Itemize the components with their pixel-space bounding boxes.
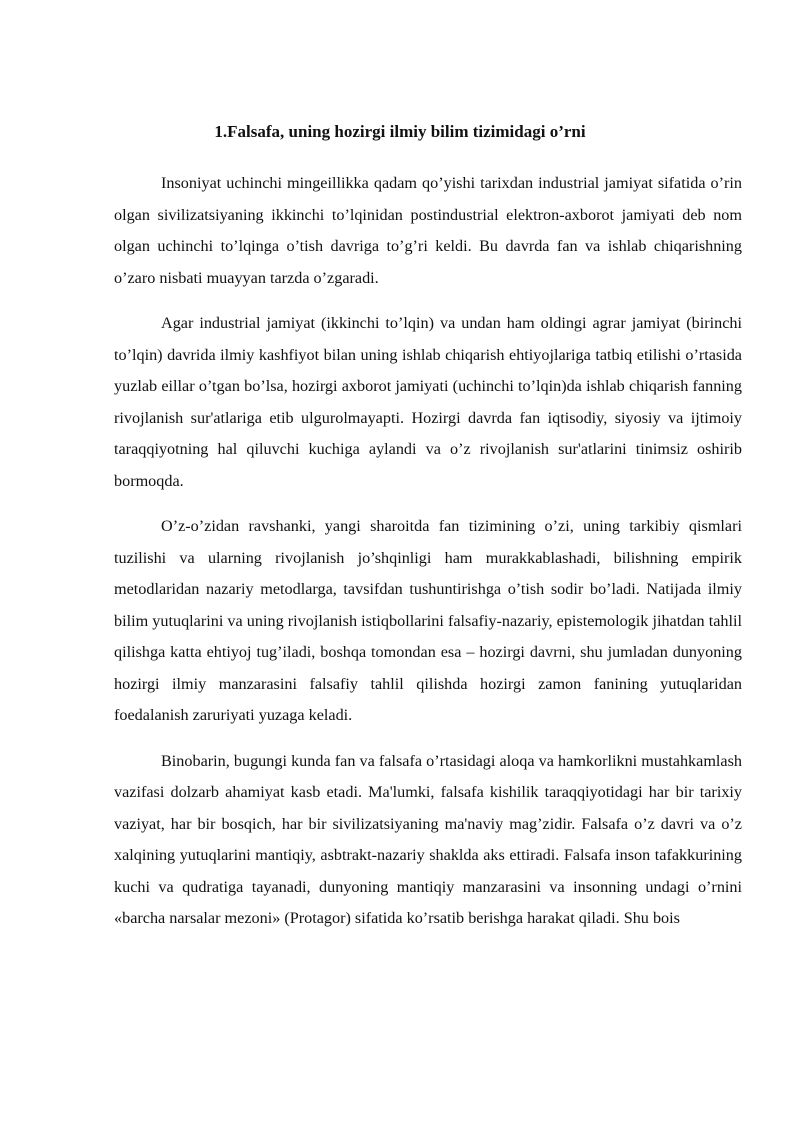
paragraph-4: Binobarin, bugungi kunda fan va falsafa o’rtasidagi aloqa va hamkorlikni mustahkamlash vazifasi dolzarb ahamiyat kasb etadi. Ma'lumki, falsafa kishilik taraqqiyotidagi har bir tarixiy vaziyat, har bir bosqich, har bir sivilizatsiyaning ma'naviy mag’zidir. Falsafa o’z davri va o’z xalqining yutuqlarini mantiqiy, asbtrakt-nazariy shaklda aks ettiradi. Falsafa inson tafakkurining kuchi va qudratiga tayanadi, dunyoning mantiqiy manzarasini va insonning undagi o’rnini «barcha narsalar mezoni» (Protagor) sifatida ko’rsatib berishga harakat qiladi. Shu bois	[114, 751, 742, 927]
document-title: 1.Falsafa, uning hozirgi ilmiy bilim tizimidagi o’rni	[214, 122, 586, 141]
paragraph-1: Insoniyat uchinchi mingeillikka qadam qo’yishi tarixdan industrial jamiyat sifatida o’rin olgan sivilizatsiyaning ikkinchi to’lqinidan postindustrial elektron-axborot jamiyati deb nom olgan uchinchi to’lqinga o’tish davriga to’g’ri keldi. Bu davrda fan va ishlab chiqarishning o’zaro nisbati muayyan tarzda o’zgaradi.	[114, 174, 742, 287]
paragraph-2: Agar industrial jamiyat (ikkinchi to’lqin) va undan ham oldingi agrar jamiyat (birinchi to’lqin) davrida ilmiy kashfiyot bilan uning ishlab chiqarish ehtiyojlariga tatbiq etilishi o’rtasida yuzlab eillar o’tgan bo’lsa, hozirgi axborot jamiyati (uchinchi to’lqin)da ishlab chiqarish fanning rivojlanish sur'atlariga etib ulgurolmayapti. Hozirgi davrda fan iqtisodiy, siyosiy va ijtimoiy taraqqiyotning hal qiluvchi kuchiga aylandi va o’z rivojlanish sur'atlarini tinimsiz oshirib bormoqda.	[114, 314, 742, 490]
document-body	[114, 168, 742, 949]
paragraph-3: O’z-o’zidan ravshanki, yangi sharoitda fan tizimining o’zi, uning tarkibiy qismlari tuzilishi va ularning rivojlanish jo’shqinligi ham murakkablashadi, bilishning empirik metodlaridan nazariy metodlarga, tavsifdan tushuntirishga o’tish sodir bo’ladi. Natijada ilmiy bilim yutuqlarini va uning rivojlanish istiqbollarini falsafiy-nazariy, epistemologik jihatdan tahlil qilishga katta ehtiyoj tug’iladi, boshqa tomondan esa – hozirgi davrni, shu jumladan dunyoning hozirgi ilmiy manzarasini falsafiy tahlil qilishda hozirgi zamon fanining yutuqlaridan foedalanish zaruriyati yuzaga keladi.	[114, 517, 742, 724]
